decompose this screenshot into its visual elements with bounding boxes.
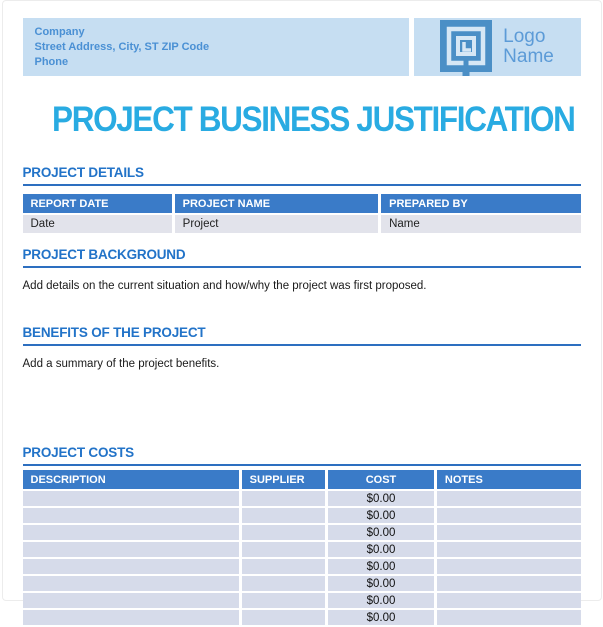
description-header: DESCRIPTION [23, 470, 241, 490]
company-phone[interactable]: Phone [34, 56, 69, 68]
document-content [23, 165, 581, 627]
prepared-by-header: PREPARED BY [380, 194, 581, 214]
logo-name-line2: Name [503, 46, 554, 67]
cost-supplier-cell[interactable] [240, 609, 326, 626]
background-section-heading: PROJECT BACKGROUND [23, 247, 581, 268]
cost-description-cell[interactable] [23, 558, 241, 575]
benefits-body-text[interactable]: Add a summary of the project benefits. [22, 358, 220, 370]
company-name[interactable]: Company [34, 26, 85, 38]
document-page [2, 0, 602, 624]
logo-name[interactable] [503, 27, 554, 67]
cost-amount-cell[interactable]: $0.00 [327, 592, 436, 609]
cost-amount-cell[interactable]: $0.00 [327, 558, 436, 575]
cost-supplier-cell[interactable] [240, 575, 326, 592]
cost-header: COST [327, 470, 436, 490]
company-info-block[interactable] [23, 18, 409, 76]
cost-notes-cell[interactable] [435, 558, 580, 575]
costs-row [23, 541, 581, 558]
benefits-section-heading: BENEFITS OF THE PROJECT [23, 325, 581, 346]
costs-row [23, 575, 581, 592]
project-name-field[interactable]: Project [173, 214, 379, 233]
cost-description-cell[interactable] [23, 490, 241, 507]
cost-amount-cell[interactable]: $0.00 [327, 575, 436, 592]
background-body-text[interactable]: Add details on the current situation and how/why the project was first proposed. [22, 280, 427, 292]
costs-table [23, 470, 581, 627]
cost-description-cell[interactable] [23, 507, 241, 524]
cost-amount-cell[interactable]: $0.00 [327, 490, 436, 507]
logo-icon [440, 20, 492, 76]
cost-description-cell[interactable] [23, 575, 241, 592]
cost-supplier-cell[interactable] [240, 541, 326, 558]
project-name-header: PROJECT NAME [173, 194, 379, 214]
costs-row [23, 558, 581, 575]
cost-amount-cell[interactable]: $0.00 [327, 507, 436, 524]
cost-notes-cell[interactable] [435, 524, 580, 541]
supplier-header: SUPPLIER [240, 470, 326, 490]
cost-amount-cell[interactable]: $0.00 [327, 524, 436, 541]
notes-header: NOTES [435, 470, 580, 490]
cost-notes-cell[interactable] [435, 541, 580, 558]
costs-header-row [23, 470, 581, 490]
page-title [23, 100, 581, 139]
cost-notes-cell[interactable] [435, 609, 580, 626]
report-date-header: REPORT DATE [23, 194, 174, 214]
costs-row [23, 507, 581, 524]
cost-description-cell[interactable] [23, 592, 241, 609]
details-header-row [23, 194, 581, 214]
page-title-text: PROJECT BUSINESS JUSTIFICATION [51, 100, 575, 139]
details-table [23, 194, 581, 233]
costs-row [23, 524, 581, 541]
cost-notes-cell[interactable] [435, 507, 580, 524]
prepared-by-field[interactable]: Name [380, 214, 581, 233]
costs-row [23, 592, 581, 609]
details-data-row [23, 214, 581, 233]
costs-section-heading: PROJECT COSTS [23, 445, 581, 466]
logo-block[interactable] [414, 18, 581, 76]
cost-notes-cell[interactable] [435, 575, 580, 592]
cost-supplier-cell[interactable] [240, 507, 326, 524]
report-date-field[interactable]: Date [23, 214, 174, 233]
cost-supplier-cell[interactable] [240, 558, 326, 575]
cost-supplier-cell[interactable] [240, 592, 326, 609]
cost-supplier-cell[interactable] [240, 490, 326, 507]
cost-amount-cell[interactable]: $0.00 [327, 609, 436, 626]
logo-name-line1: Logo [503, 26, 546, 47]
cost-amount-cell[interactable]: $0.00 [327, 541, 436, 558]
letterhead [23, 18, 581, 76]
cost-description-cell[interactable] [23, 541, 241, 558]
company-address[interactable]: Street Address, City, ST ZIP Code [34, 41, 210, 53]
cost-notes-cell[interactable] [435, 490, 580, 507]
costs-row [23, 490, 581, 507]
costs-row [23, 609, 581, 626]
cost-description-cell[interactable] [23, 524, 241, 541]
cost-description-cell[interactable] [23, 609, 241, 626]
cost-notes-cell[interactable] [435, 592, 580, 609]
cost-supplier-cell[interactable] [240, 524, 326, 541]
details-section-heading: PROJECT DETAILS [23, 165, 581, 186]
